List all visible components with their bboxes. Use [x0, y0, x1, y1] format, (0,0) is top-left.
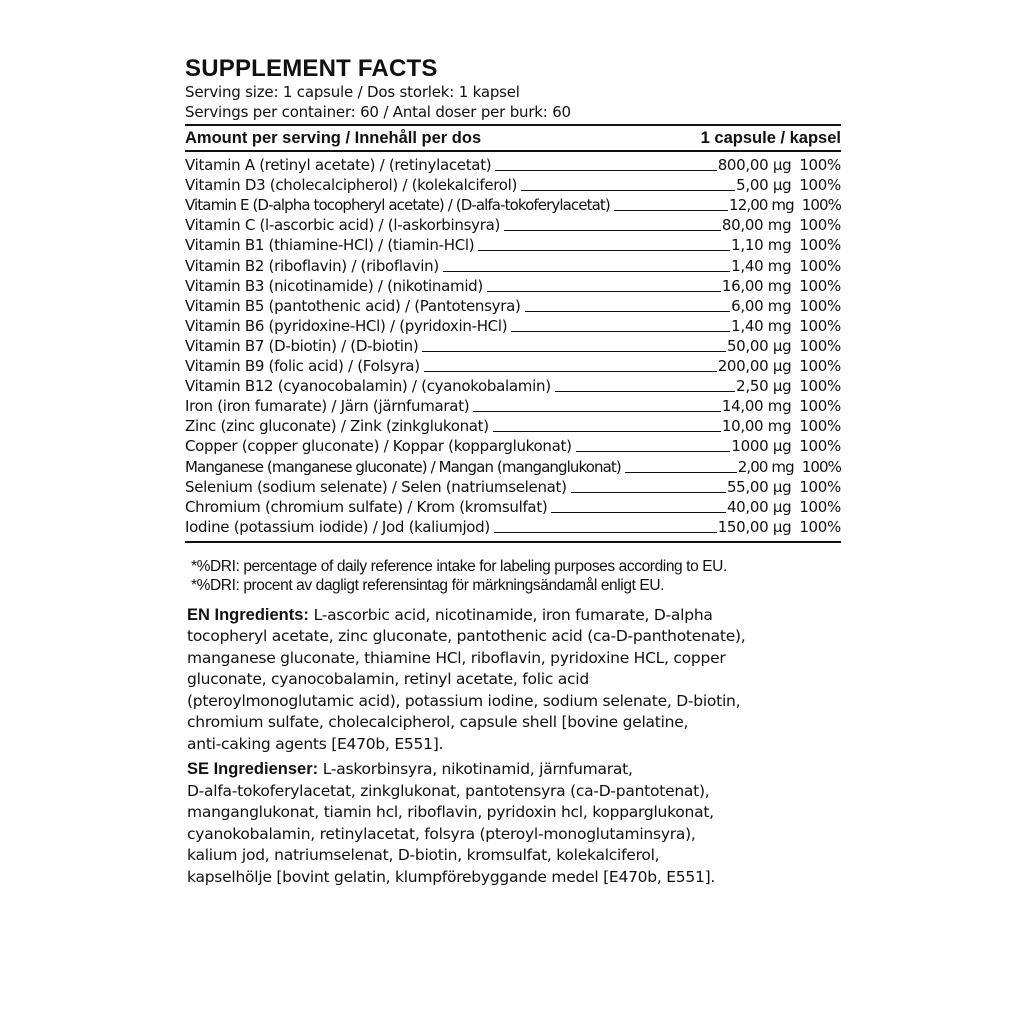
nutrient-amount: 2,50 µg [736, 377, 792, 396]
servings-per-container: Servings per container: 60 / Antal doser per burk: 60 [185, 103, 571, 121]
leader-line [422, 351, 726, 352]
nutrient-dri: 100% [799, 437, 841, 456]
leader-line [443, 271, 730, 272]
nutrient-row [185, 195, 841, 215]
nutrient-amount: 50,00 µg [726, 336, 792, 355]
leader-line [571, 492, 726, 493]
nutrient-name: Chromium (chromium sulfate) / Krom (kromsulfat) [185, 497, 548, 516]
ingredients-en-line: anti-caking agents [E470b, E551]. [187, 734, 444, 753]
leader-line [614, 210, 728, 211]
ingredients-en-line: chromium sulfate, cholecalcipherol, capsule shell [bovine gelatine, [187, 713, 689, 732]
ingredients-se [187, 759, 841, 888]
per-capsule-header: 1 capsule / kapsel [700, 129, 841, 147]
nutrient-amount: 16,00 mg [721, 276, 792, 295]
leader-line [487, 291, 721, 292]
nutrient-dri: 100% [799, 517, 841, 536]
nutrient-name: Vitamin B5 (pantothenic acid) / (Pantotensyra) [185, 296, 521, 315]
ingredients-en-line [187, 605, 841, 627]
leader-line [424, 371, 717, 372]
nutrient-amount: 1000 µg [731, 437, 792, 456]
nutrient-dri: 100% [799, 497, 841, 516]
ingredients-se-line: D-alfa-tokoferylacetat, zinkglukonat, pantotensyra (ca-D-pantotenat), [187, 781, 710, 800]
leader-line [478, 250, 730, 251]
nutrient-row [185, 456, 841, 476]
nutrient-row [185, 155, 841, 175]
nutrient-amount: 10,00 mg [721, 417, 792, 436]
leader-line [511, 331, 730, 332]
nutrient-dri: 100% [799, 357, 841, 376]
nutrient-dri: 100% [799, 477, 841, 496]
nutrient-row [185, 356, 841, 376]
nutrient-name: Vitamin B2 (riboflavin) / (riboflavin) [185, 256, 439, 275]
dri-footnotes [185, 557, 841, 595]
dri-footnote-se: *%DRI: procent av dagligt referensintag för märkningsändamål enligt EU. [191, 576, 665, 594]
nutrient-dri: 100% [799, 216, 841, 235]
nutrient-row [185, 497, 841, 517]
leader-line [555, 391, 735, 392]
nutrient-dri: 100% [799, 296, 841, 315]
leader-line [473, 411, 721, 412]
nutrient-amount: 14,00 mg [721, 397, 792, 416]
nutrient-row [185, 436, 841, 456]
leader-line [525, 311, 731, 312]
nutrient-name: Vitamin E (D-alpha tocopheryl acetate) / (D-alfa-tokoferylacetat) [185, 196, 610, 215]
nutrient-amount: 1,10 mg [731, 236, 792, 255]
nutrient-row [185, 336, 841, 356]
nutrient-amount: 1,40 mg [731, 256, 792, 275]
nutrient-name: Iodine (potassium iodide) / Jod (kaliumjod) [185, 517, 490, 536]
nutrient-row [185, 376, 841, 396]
panel-title: SUPPLEMENT FACTS [185, 55, 438, 82]
ingredients-se-line [187, 759, 841, 781]
nutrient-name: Manganese (manganese gluconate) / Mangan (manganglukonat) [185, 457, 621, 476]
nutrient-row [185, 255, 841, 275]
nutrient-dri: 100% [799, 256, 841, 275]
nutrient-dri: 100% [799, 316, 841, 335]
ingredients-en-line: gluconate, cyanocobalamin, retinyl acetate, folic acid [187, 670, 589, 689]
nutrient-row [185, 215, 841, 235]
leader-line [576, 451, 731, 452]
nutrient-dri: 100% [799, 176, 841, 195]
ingredients-en [187, 605, 841, 756]
nutrient-dri: 100% [799, 276, 841, 295]
ingredients-en-line: manganese gluconate, thiamine HCl, riboflavin, pyridoxine HCL, copper [187, 648, 726, 667]
nutrient-name: Vitamin B3 (nicotinamide) / (nikotinamid) [185, 276, 483, 295]
nutrient-row [185, 296, 841, 316]
ingredients-en-line: tocopheryl acetate, zinc gluconate, pantothenic acid (ca-D-panthotenate), [187, 627, 746, 646]
nutrient-name: Copper (copper gluconate) / Koppar (kopparglukonat) [185, 437, 572, 456]
nutrient-name: Vitamin B7 (D-biotin) / (D-biotin) [185, 336, 419, 355]
nutrient-name: Zinc (zinc gluconate) / Zink (zinkglukonat) [185, 417, 489, 436]
nutrient-row [185, 416, 841, 436]
nutrient-dri: 100% [799, 336, 841, 355]
ingredients-se-label: SE Ingredienser: [187, 760, 319, 779]
leader-line [625, 472, 737, 473]
ingredients-se-line: kalium jod, natriumselenat, D-biotin, kromsulfat, kolekalciferol, [187, 846, 660, 865]
dri-footnote-en: *%DRI: percentage of daily reference intake for labeling purposes according to EU. [191, 557, 727, 575]
nutrient-row [185, 396, 841, 416]
leader-line [551, 512, 725, 513]
ingredients-se-line: kapselhölje [bovint gelatin, klumpförebyggande medel [E470b, E551]. [187, 867, 716, 886]
nutrient-name: Vitamin B9 (folic acid) / (Folsyra) [185, 357, 420, 376]
ingredients-se-text: L-askorbinsyra, nikotinamid, järnfumarat, [318, 760, 633, 779]
ingredients-en-line: (pteroylmonoglutamic acid), potassium iodine, sodium selenate, D-biotin, [187, 691, 741, 710]
nutrient-name: Iron (iron fumarate) / Järn (järnfumarat) [185, 397, 470, 416]
nutrient-amount: 12,00 mg [729, 196, 794, 215]
ingredients-se-line: manganglukonat, tiamin hcl, riboflavin, pyridoxin hcl, kopparglukonat, [187, 803, 714, 822]
amount-per-serving-header: Amount per serving / Innehåll per dos [185, 129, 482, 147]
nutrient-name: Vitamin B6 (pyridoxine-HCl) / (pyridoxin-HCl) [185, 316, 508, 335]
nutrient-name: Vitamin A (retinyl acetate) / (retinylacetat) [185, 156, 492, 175]
nutrient-amount: 150,00 µg [717, 517, 792, 536]
ingredients-section [185, 605, 841, 889]
leader-line [504, 230, 721, 231]
nutrient-amount: 6,00 mg [731, 296, 792, 315]
nutrient-dri: 100% [799, 156, 841, 175]
nutrient-dri: 100% [799, 417, 841, 436]
nutrient-dri: 100% [801, 457, 841, 476]
nutrient-dri: 100% [799, 236, 841, 255]
nutrient-amount: 1,40 mg [731, 316, 792, 335]
nutrient-amount: 2,00 mg [737, 457, 794, 476]
nutrient-name: Vitamin C (l-ascorbic acid) / (l-askorbinsyra) [185, 216, 501, 235]
supplement-facts-panel [185, 56, 841, 892]
leader-line [494, 532, 717, 533]
ingredients-se-line: cyanokobalamin, retinylacetat, folsyra (pteroyl-monoglutaminsyra), [187, 824, 696, 843]
nutrient-row [185, 316, 841, 336]
nutrient-name: Vitamin D3 (cholecalcipherol) / (kolekalciferol) [185, 176, 518, 195]
nutrient-row [185, 175, 841, 195]
nutrient-row [185, 477, 841, 497]
nutrient-amount: 200,00 µg [717, 357, 792, 376]
ingredients-en-label: EN Ingredients: [187, 605, 309, 624]
ingredients-en-text: L-ascorbic acid, nicotinamide, iron fumarate, D-alpha [308, 605, 713, 624]
nutrient-name: Selenium (sodium selenate) / Selen (natriumselenat) [185, 477, 567, 496]
leader-line [493, 431, 721, 432]
nutrient-row [185, 235, 841, 255]
leader-line [521, 190, 735, 191]
nutrient-amount: 800,00 µg [717, 156, 792, 175]
serving-size: Serving size: 1 capsule / Dos storlek: 1 kapsel [185, 83, 520, 101]
leader-line [495, 170, 716, 171]
nutrient-dri: 100% [801, 196, 841, 215]
nutrient-amount: 40,00 µg [726, 497, 792, 516]
nutrient-row [185, 517, 841, 537]
nutrient-dri: 100% [799, 377, 841, 396]
nutrient-amount: 5,00 µg [736, 176, 792, 195]
nutrient-amount: 55,00 µg [726, 477, 792, 496]
nutrient-amount: 80,00 mg [721, 216, 792, 235]
nutrient-table [185, 152, 841, 543]
nutrient-dri: 100% [799, 397, 841, 416]
table-header [185, 124, 841, 152]
nutrient-name: Vitamin B1 (thiamine-HCl) / (tiamin-HCl) [185, 236, 475, 255]
nutrient-name: Vitamin B12 (cyanocobalamin) / (cyanokobalamin) [185, 377, 551, 396]
nutrient-row [185, 276, 841, 296]
